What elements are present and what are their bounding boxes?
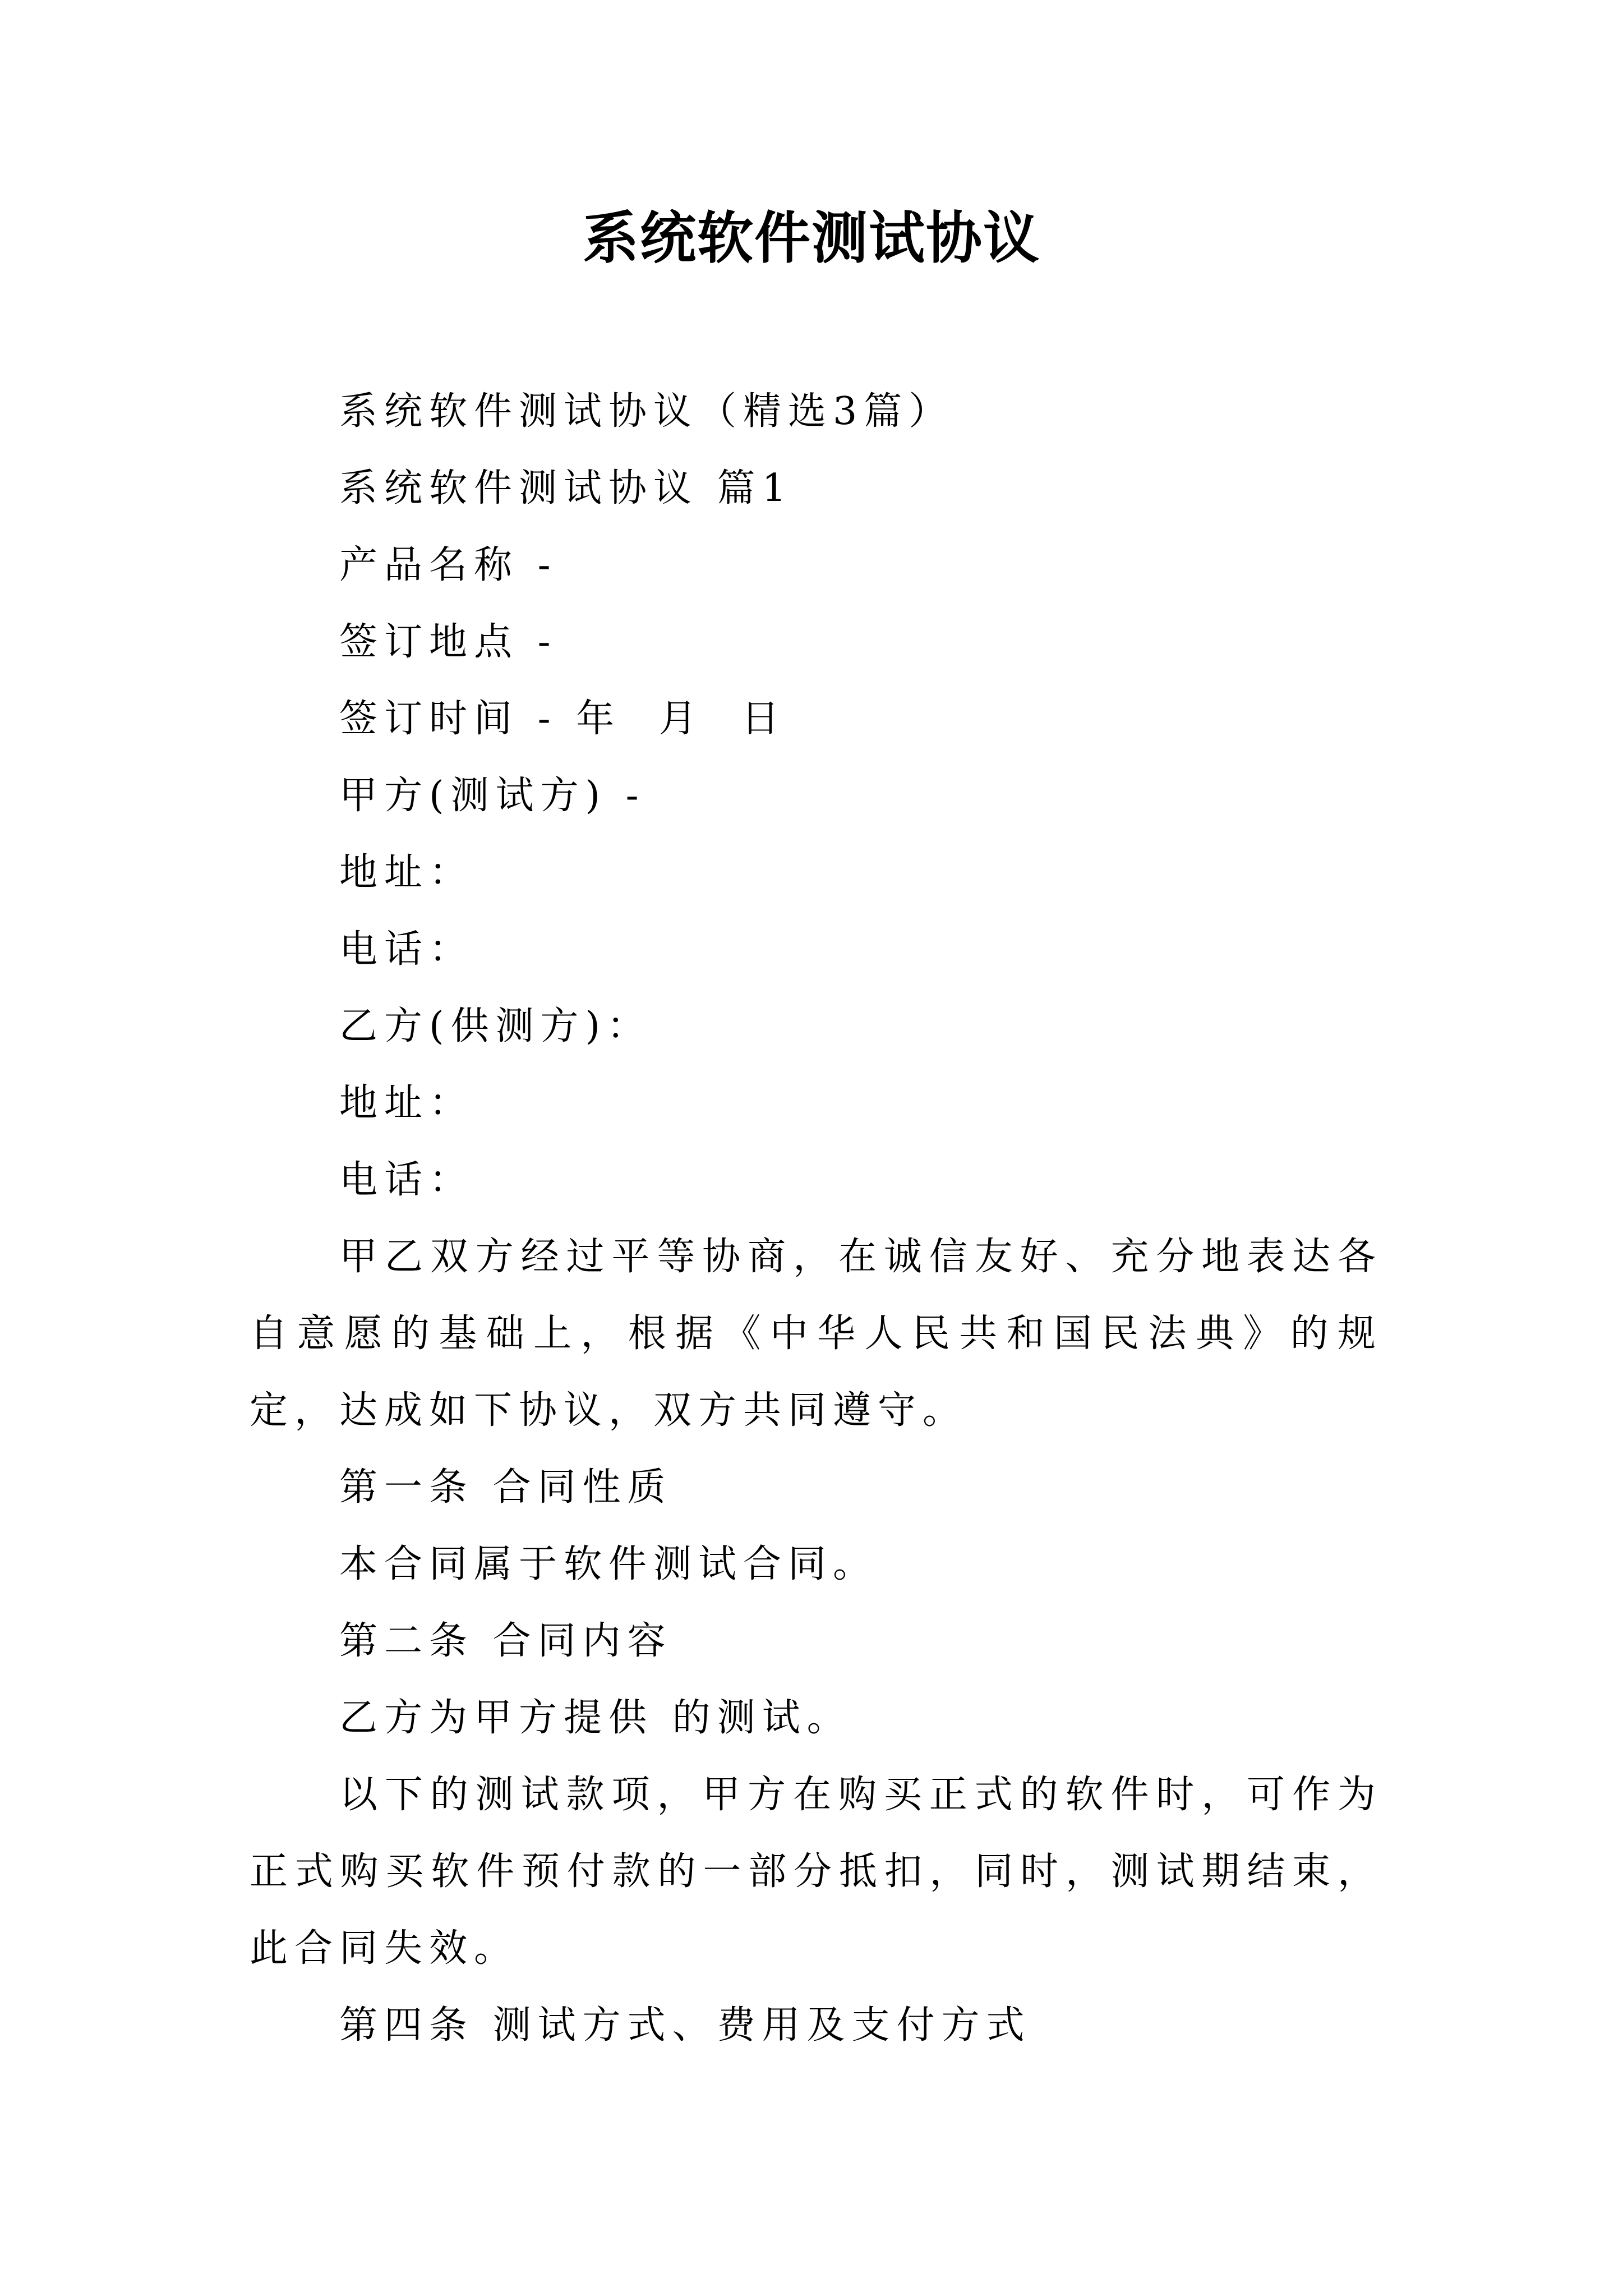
paragraph-signing-place: 签订地点 - xyxy=(339,620,557,664)
paragraph-party-b-phone: 电话： xyxy=(339,1158,474,1202)
paragraph-party-a-phone: 电话： xyxy=(339,927,474,972)
paragraph-article-1-body: 本合同属于软件测试合同。 xyxy=(339,1542,878,1586)
paragraph-signing-date: 签订时间 - 年 月 日 xyxy=(339,697,786,741)
paragraph-party-a-address: 地址： xyxy=(339,850,474,895)
paragraph-payment-terms: 以下的测试款项，甲方在购买正式的软件时，可作为正式购买软件预付款的一部分抵扣，同时，测试期结束，此合同失效。 xyxy=(250,1773,1382,1971)
paragraph-preamble: 甲乙双方经过平等协商，在诚信友好、充分地表达各自意愿的基础上，根据《中华人民共和国民法典》的规定，达成如下协议，双方共同遵守。 xyxy=(250,1235,1382,1433)
paragraph-party-a: 甲方(测试方) - xyxy=(339,774,645,818)
paragraph-article-4-heading: 第四条 测试方式、费用及支付方式 xyxy=(339,2003,1031,2047)
paragraph-product-name: 产品名称 - xyxy=(339,543,557,587)
paragraph-part-heading: 系统软件测试协议 篇1 xyxy=(339,466,793,510)
paragraph-collection-title: 系统软件测试协议（精选3篇） xyxy=(339,389,954,434)
paragraph-article-2-heading: 第二条 合同内容 xyxy=(339,1619,672,1663)
paragraph-article-2-body: 乙方为甲方提供 的测试。 xyxy=(339,1696,852,1740)
paragraph-party-b-address: 地址： xyxy=(339,1081,474,1125)
document-body xyxy=(250,373,1382,2064)
document-title: 系统软件测试协议 xyxy=(583,205,1040,271)
paragraph-party-b: 乙方(供测方)： xyxy=(339,1004,652,1048)
paragraph-article-1-heading: 第一条 合同性质 xyxy=(339,1465,672,1510)
